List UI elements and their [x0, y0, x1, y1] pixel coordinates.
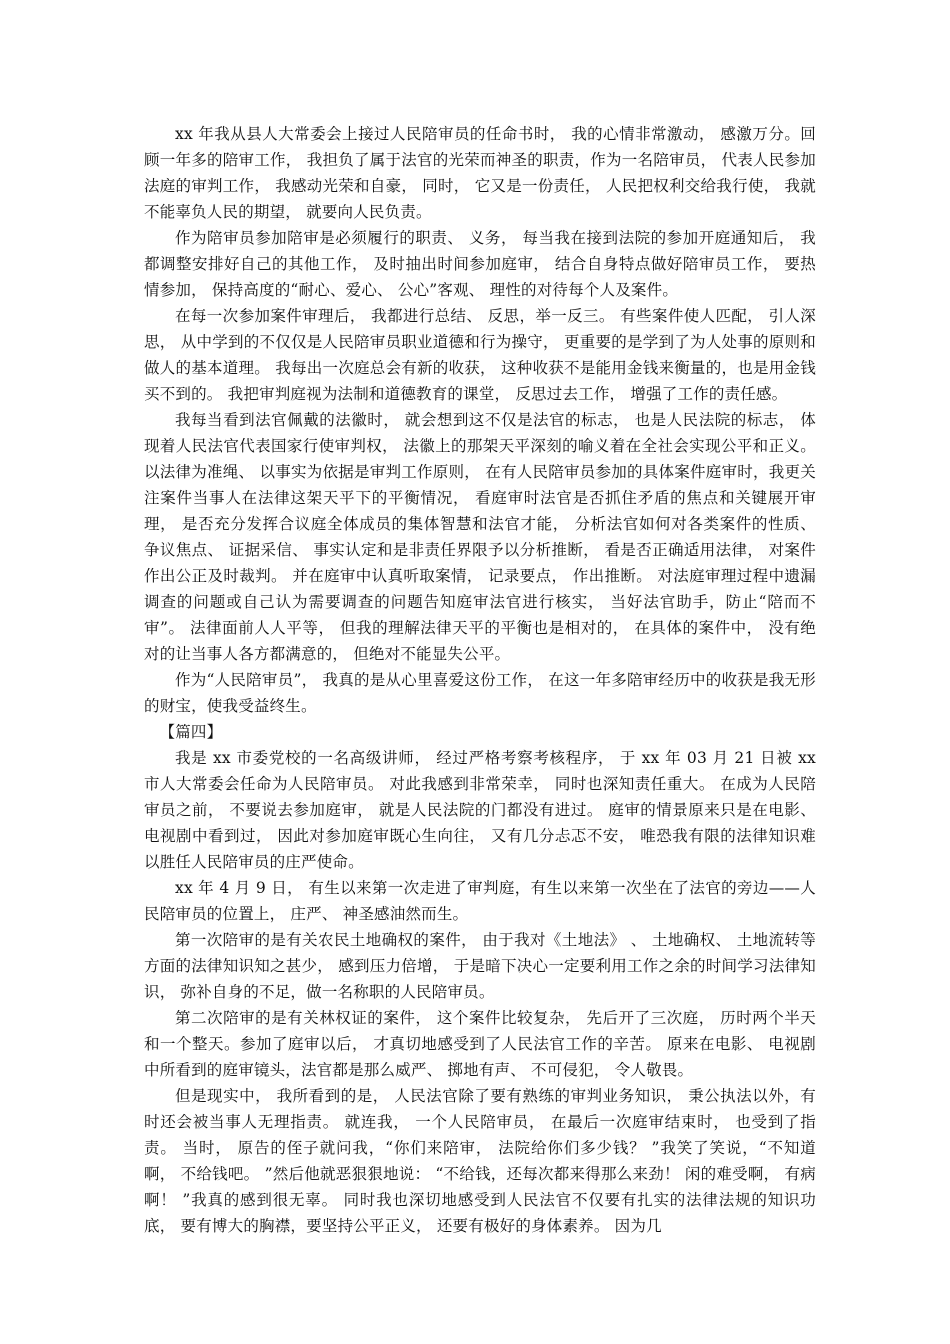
- body-paragraph: xx 年 4 月 9 日， 有生以来第一次走进了审判庭，有生以来第一次坐在了法官的旁边——人民陪审员的位置上， 庄严、 神圣感油然而生。: [144, 879, 816, 923]
- body-paragraph: xx 年我从县人大常委会上接过人民陪审员的任命书时， 我的心情非常激动， 感激万分。回顾一年多的陪审工作， 我担负了属于法官的光荣而神圣的职责，作为一名陪审员， 代表人民参加法庭的审判工作， 我感动光荣和自豪， 同时， 它又是一份责任， 人民把权利交给我行使， 我就不能辜负人民的期望， 就要向人民负责。: [144, 125, 816, 221]
- body-paragraph: 第二次陪审的是有关林权证的案件， 这个案件比较复杂， 先后开了三次庭， 历时两个半天和一个整天。参加了庭审以后， 才真切地感受到了人民法官工作的辛苦。 原来在电影、 电视剧中所看到的庭审镜头，法官都是那么威严、 掷地有声、 不可侵犯， 令人敬畏。: [144, 1009, 816, 1079]
- body-paragraph: 在每一次参加案件审理后， 我都进行总结、 反思，举一反三。 有些案件使人匹配， 引人深思， 从中学到的不仅仅是人民陪审员职业道德和行为操守， 更重要的是学到了为人处事的原则和做人的基本道理。 我每出一次庭总会有新的收获， 这种收获不是能用金钱来衡量的，也是用金钱买不到的。 我把审判庭视为法制和道德教育的课堂， 反思过去工作， 增强了工作的责任感。: [144, 307, 816, 403]
- document-body: [144, 121, 816, 1239]
- section-heading: 【篇四】: [159, 723, 223, 741]
- body-paragraph: 但是现实中， 我所看到的是， 人民法官除了要有熟练的审判业务知识， 秉公执法以外，有时还会被当事人无理指责。 就连我， 一个人民陪审员， 在最后一次庭审结束时， 也受到了指责。 当时， 原告的侄子就问我，“你们来陪审， 法院给你们多少钱？ ”我笑了笑说，“不知道啊， 不给钱吧。 ”然后他就恶狠狠地说： “不给钱，还每次都来得那么来劲！ 闲的难受啊， 有病啊！ ”我真的感到很无辜。 同时我也深切地感受到人民法官不仅要有扎实的法律法规的知识功底， 要有博大的胸襟，要坚持公平正义， 还要有极好的身体素养。 因为几: [144, 1087, 816, 1235]
- body-paragraph: 我是 xx 市委党校的一名高级讲师， 经过严格考察考核程序， 于 xx 年 03 月 21 日被 xx 市人大常委会任命为人民陪审员。 对此我感到非常荣幸， 同时也深知责任重大。 在成为人民陪审员之前， 不要说去参加庭审， 就是人民法院的门都没有进过。 庭审的情景原来只是在电影、 电视剧中看到过， 因此对参加庭审既心生向往， 又有几分忐忑不安， 唯恐我有限的法律知识难以胜任人民陪审员的庄严使命。: [144, 749, 816, 871]
- body-paragraph: 我每当看到法官佩戴的法徽时， 就会想到这不仅是法官的标志， 也是人民法院的标志， 体现着人民法官代表国家行使审判权， 法徽上的那架天平深刻的喻义着在全社会实现公平和正义。 以法律为准绳、 以事实为依据是审判工作原则， 在有人民陪审员参加的具体案件庭审时，我更关注案件当事人在法律这架天平下的平衡情况， 看庭审时法官是否抓住矛盾的焦点和关键展开审理， 是否充分发挥合议庭全体成员的集体智慧和法官才能， 分析法官如何对各类案件的性质、 争议焦点、 证据采信、 事实认定和是非责任界限予以分析推断， 看是否正确适用法律， 对案件作出公正及时裁判。 并在庭审中认真听取案情， 记录要点， 作出推断。 对法庭审理过程中遗漏调查的问题或自己认为需要调查的问题告知庭审法官进行核实， 当好法官助手，防止“陪而不审”。 法律面前人人平等， 但我的理解法律天平的平衡也是相对的， 在具体的案件中， 没有绝对的让当事人各方都满意的， 但绝对不能显失公平。: [144, 411, 816, 663]
- body-paragraph: 第一次陪审的是有关农民土地确权的案件， 由于我对《土地法》 、 土地确权、 土地流转等方面的法律知识知之甚少， 感到压力倍增， 于是暗下决心一定要利用工作之余的时间学习法律知识， 弥补自身的不足，做一名称职的人民陪审员。: [144, 931, 816, 1001]
- body-paragraph: 作为陪审员参加陪审是必须履行的职责、 义务， 每当我在接到法院的参加开庭通知后， 我都调整安排好自己的其他工作， 及时抽出时间参加庭审， 结合自身特点做好陪审员工作， 要热情参加， 保持高度的“耐心、爱心、 公心”客观、 理性的对待每个人及案件。: [144, 229, 816, 299]
- body-paragraph: 作为“人民陪审员”， 我真的是从心里喜爱这份工作， 在这一年多陪审经历中的收获是我无形的财宝，使我受益终生。: [144, 671, 816, 715]
